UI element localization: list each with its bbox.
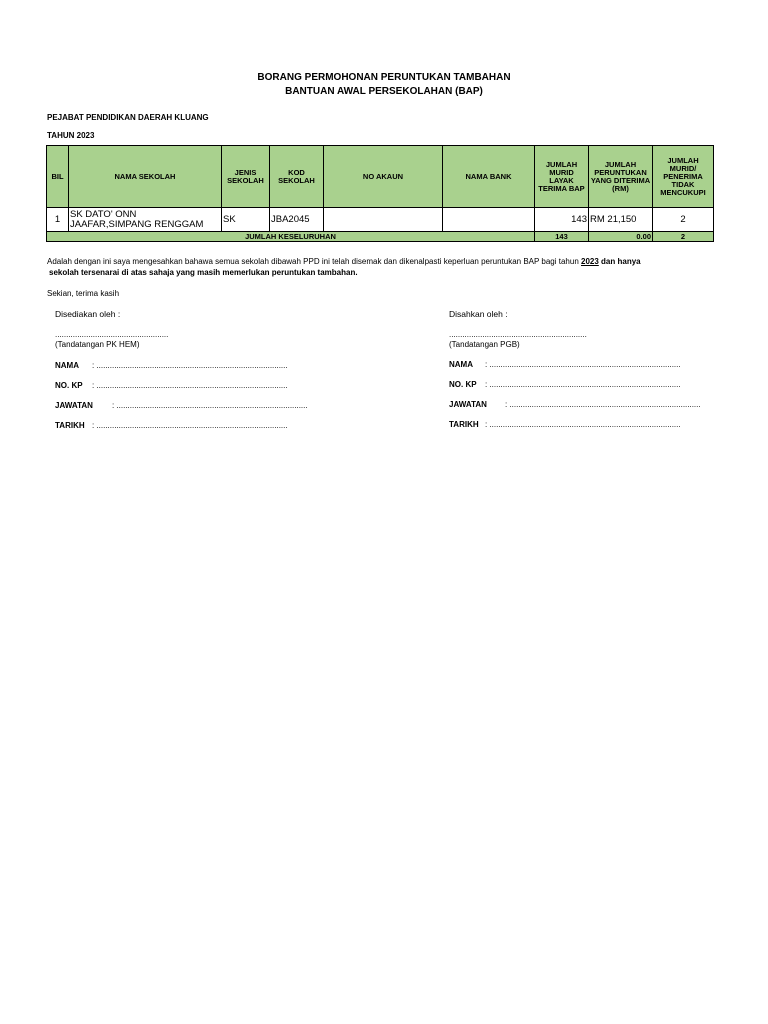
closing-text: Sekian, terima kasih bbox=[47, 289, 120, 298]
left-tarikh-label: TARIKH bbox=[55, 421, 85, 430]
prepared-by-heading: Disediakan oleh : bbox=[55, 309, 121, 319]
total-label: JUMLAH KESELURUHAN bbox=[47, 232, 535, 242]
cell-no-akaun bbox=[324, 208, 443, 232]
declaration-text: Adalah dengan ini saya mengesahkan bahawa semua sekolah dibawah PPD ini telah disemak dan dikenalpasti keperluan peruntukan BAP bagi tahun bbox=[47, 257, 579, 266]
total-jumlah-tidak-mencukupi: 2 bbox=[653, 232, 714, 242]
office-label: PEJABAT PENDIDIKAN DAERAH KLUANG bbox=[47, 113, 209, 122]
header-jumlah-tidak-mencukupi: JUMLAH MURID/ PENERIMA TIDAK MENCUKUPI bbox=[653, 146, 714, 208]
header-nama-bank: NAMA BANK bbox=[443, 146, 535, 208]
total-jumlah-peruntukan: 0.00 bbox=[589, 232, 653, 242]
form-title-line1: BORANG PERMOHONAN PERUNTUKAN TAMBAHAN bbox=[257, 72, 511, 83]
prepared-by-caption: (Tandatangan PK HEM) bbox=[55, 340, 140, 349]
right-nama-field: : ...................................................................................... bbox=[485, 360, 681, 369]
right-tarikh-field: : ...................................................................................... bbox=[485, 420, 681, 429]
header-kod-sekolah: KOD SEKOLAH bbox=[270, 146, 324, 208]
declaration-year: 2023 bbox=[581, 257, 599, 266]
cell-bil: 1 bbox=[47, 208, 69, 232]
cell-nama-sekolah: SK DATO' ONN JAAFAR,SIMPANG RENGGAM bbox=[69, 208, 222, 232]
cell-jumlah-peruntukan: RM 21,150 bbox=[589, 208, 653, 232]
left-nokp-field: : ...................................................................................... bbox=[92, 381, 288, 390]
header-nama-sekolah: NAMA SEKOLAH bbox=[69, 146, 222, 208]
approved-by-caption: (Tandatangan PGB) bbox=[449, 340, 520, 349]
cell-jumlah-tidak-mencukupi: 2 bbox=[653, 208, 714, 232]
table-row bbox=[47, 208, 714, 232]
approved-by-heading: Disahkan oleh : bbox=[449, 309, 508, 319]
total-jumlah-murid: 143 bbox=[535, 232, 589, 242]
right-jawatan-field: : ...................................................................................... bbox=[505, 400, 701, 409]
cell-kod-sekolah: JBA2045 bbox=[270, 208, 324, 232]
form-title-line2: BANTUAN AWAL PERSEKOLAHAN (BAP) bbox=[285, 86, 483, 97]
left-tarikh-field: : ...................................................................................... bbox=[92, 421, 288, 430]
left-nokp-label: NO. KP bbox=[55, 381, 83, 390]
table-header-row bbox=[47, 146, 714, 208]
header-no-akaun: NO AKAUN bbox=[324, 146, 443, 208]
cell-jumlah-murid: 143 bbox=[535, 208, 589, 232]
right-nama-label: NAMA bbox=[449, 360, 473, 369]
left-jawatan-label: JAWATAN bbox=[55, 401, 93, 410]
left-nama-label: NAMA bbox=[55, 361, 79, 370]
allocation-table bbox=[46, 145, 714, 242]
declaration-line1 bbox=[47, 256, 641, 267]
declaration-line2: sekolah tersenarai di atas sahaja yang masih memerlukan peruntukan tambahan. bbox=[49, 268, 358, 277]
right-jawatan-label: JAWATAN bbox=[449, 400, 487, 409]
cell-jenis-sekolah: SK bbox=[222, 208, 270, 232]
prepared-by-signature-line: ................................................... bbox=[55, 330, 169, 339]
approved-by-signature-line: .............................................................. bbox=[449, 330, 587, 339]
table-total-row bbox=[47, 232, 714, 242]
header-jenis-sekolah: JENIS SEKOLAH bbox=[222, 146, 270, 208]
header-bil: BIL bbox=[47, 146, 69, 208]
right-nokp-label: NO. KP bbox=[449, 380, 477, 389]
left-nama-field: : ...................................................................................... bbox=[92, 361, 288, 370]
header-jumlah-peruntukan: JUMLAH PERUNTUKAN YANG DITERIMA (RM) bbox=[589, 146, 653, 208]
right-nokp-field: : ...................................................................................... bbox=[485, 380, 681, 389]
right-tarikh-label: TARIKH bbox=[449, 420, 479, 429]
cell-nama-bank bbox=[443, 208, 535, 232]
year-label: TAHUN 2023 bbox=[47, 131, 95, 140]
header-jumlah-murid: JUMLAH MURID LAYAK TERIMA BAP bbox=[535, 146, 589, 208]
left-jawatan-field: : ...................................................................................... bbox=[112, 401, 308, 410]
declaration-text-end: dan hanya bbox=[601, 257, 641, 266]
